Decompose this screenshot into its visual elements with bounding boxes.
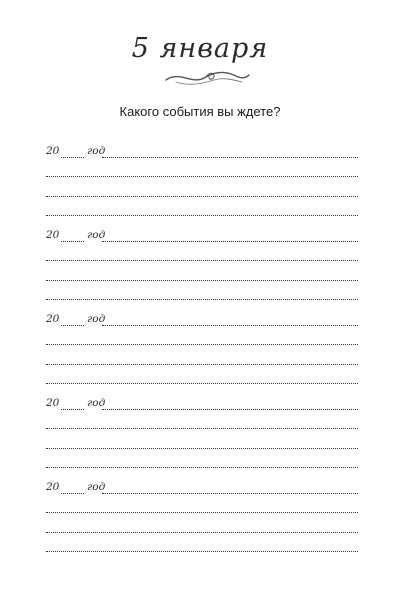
answer-line[interactable] [46,515,358,535]
year-entry [46,392,358,476]
answer-dotted-line[interactable] [102,325,358,326]
year-prefix: 20 [46,396,60,409]
year-word: год [87,144,106,157]
year-dotted-blank[interactable] [61,409,84,410]
answer-dotted-line[interactable] [102,409,358,410]
year-dotted-blank[interactable] [61,325,84,326]
answer-line[interactable] [46,496,358,516]
answer-line[interactable] [46,263,358,283]
answer-line[interactable] [46,347,358,367]
entry-header-line[interactable] [46,224,358,244]
answer-line[interactable] [46,535,358,555]
entries-list [46,140,358,560]
entry-header-line[interactable] [46,392,358,412]
year-entry [46,224,358,308]
page-date-title: 5 января [131,33,269,64]
prompt-question: Какого события вы ждете? [119,104,281,119]
answer-line[interactable] [46,431,358,451]
answer-dotted-line[interactable] [102,241,358,242]
year-entry [46,140,358,224]
answer-dotted-line[interactable] [102,493,358,494]
answer-line[interactable] [46,199,358,219]
year-dotted-blank[interactable] [61,241,84,242]
answer-line[interactable] [46,179,358,199]
year-word: год [87,228,106,241]
year-word: год [87,480,106,493]
year-dotted-blank[interactable] [61,493,84,494]
year-prefix: 20 [46,144,60,157]
answer-dotted-line[interactable] [102,157,358,158]
answer-line[interactable] [46,283,358,303]
year-word: год [87,312,106,325]
answer-line[interactable] [46,367,358,387]
answer-line[interactable] [46,160,358,180]
answer-line[interactable] [46,244,358,264]
answer-line[interactable] [46,412,358,432]
answer-line[interactable] [46,328,358,348]
year-prefix: 20 [46,228,60,241]
flourish-ornament [162,66,252,88]
year-prefix: 20 [46,480,60,493]
year-entry [46,308,358,392]
entry-header-line[interactable] [46,140,358,160]
year-word: год [87,396,106,409]
year-entry [46,476,358,560]
entry-header-line[interactable] [46,308,358,328]
answer-line[interactable] [46,451,358,471]
entry-header-line[interactable] [46,476,358,496]
year-dotted-blank[interactable] [61,157,84,158]
year-prefix: 20 [46,312,60,325]
